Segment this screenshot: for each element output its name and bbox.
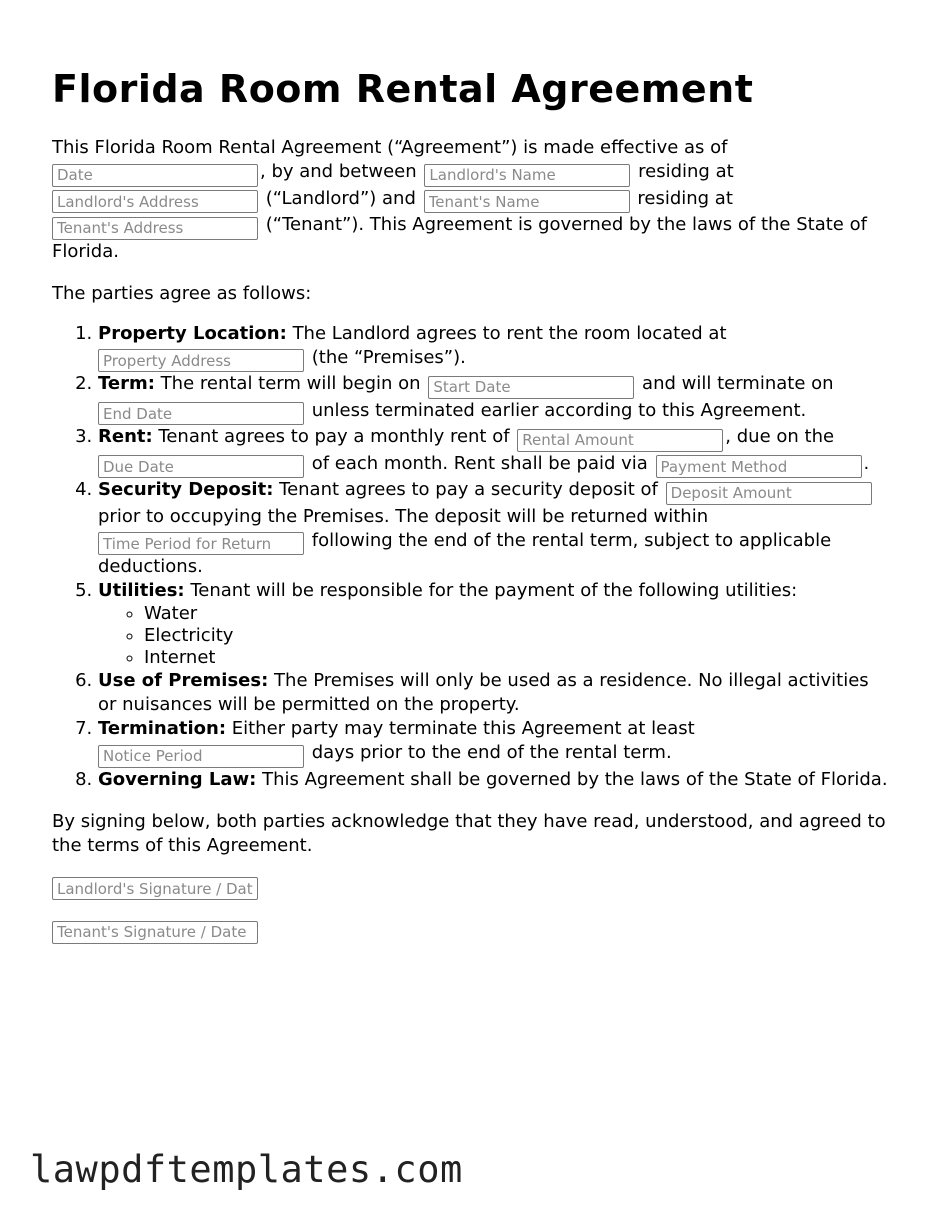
clause-text: The Landlord agrees to rent the room located at xyxy=(292,322,727,344)
utility-item-electricity: ◦ Electricity xyxy=(144,625,892,647)
clause-label: Governing Law: xyxy=(98,768,257,790)
clause-text: of each month. Rent shall be paid via xyxy=(311,452,648,474)
agreement-document xyxy=(52,68,892,944)
clause-governing-law xyxy=(98,768,892,792)
deposit-amount-field[interactable] xyxy=(666,482,872,505)
clause-property-location xyxy=(98,322,892,373)
clause-label: Term: xyxy=(98,373,155,394)
clause-text: Tenant agrees to pay a security deposit of xyxy=(279,479,658,500)
clause-text: days prior to the end of the rental term. xyxy=(311,742,672,763)
clause-text: , due on the xyxy=(725,426,835,447)
clause-text: . xyxy=(863,452,870,474)
site-watermark: lawpdftemplates.com xyxy=(30,1148,463,1191)
notice-period-field[interactable] xyxy=(98,745,304,768)
utility-item-water: ◦ Water xyxy=(144,603,892,625)
clause-termination xyxy=(98,717,892,768)
end-date-field[interactable] xyxy=(98,402,304,425)
clause-use-of-premises xyxy=(98,669,892,717)
clause-text: Tenant will be responsible for the payment of the following utilities: xyxy=(190,580,798,601)
utility-item-internet: ◦ Internet xyxy=(144,647,892,669)
intro-paragraph xyxy=(52,136,892,264)
utilities-list xyxy=(98,603,892,669)
clause-text: The rental term will begin on xyxy=(160,373,421,394)
tenant-address-field[interactable] xyxy=(52,217,258,240)
date-field[interactable] xyxy=(52,164,258,187)
clause-text: prior to occupying the Premises. The deposit will be returned within xyxy=(98,505,709,527)
payment-method-field[interactable] xyxy=(656,455,862,478)
page-title: Florida Room Rental Agreement xyxy=(52,67,754,111)
closing-paragraph: By signing below, both parties acknowledge that they have read, understood, and agreed to the terms of this Agreement. xyxy=(52,810,886,856)
clause-text: and will terminate on xyxy=(642,373,834,394)
return-period-field[interactable] xyxy=(98,532,304,555)
intro-text: This Florida Room Rental Agreement (“Agreement”) is made effective as of xyxy=(52,137,728,158)
clause-text: following the end of the rental term, subject to applicable deductions. xyxy=(98,529,832,577)
intro-text: (“Landlord”) and xyxy=(265,187,416,209)
tenant-name-field[interactable] xyxy=(424,190,630,213)
clause-rent xyxy=(98,425,892,478)
agree-text: The parties agree as follows: xyxy=(52,282,312,304)
clause-label: Utilities: xyxy=(98,580,185,601)
clause-text: This Agreement shall be governed by the laws of the State of Florida. xyxy=(262,768,888,790)
intro-text: (“Tenant”). This Agreement is governed by the laws of the State of Florida. xyxy=(52,214,867,262)
clause-label: Use of Premises: xyxy=(98,670,269,691)
clause-label: Rent: xyxy=(98,426,153,447)
clause-list xyxy=(52,322,892,792)
clause-utilities xyxy=(98,579,892,669)
landlord-signature-row xyxy=(52,876,892,901)
landlord-name-field[interactable] xyxy=(424,164,630,187)
clause-label: Property Location: xyxy=(98,322,287,344)
clause-text: unless terminated earlier according to this Agreement. xyxy=(311,399,807,421)
intro-text: residing at xyxy=(637,187,733,209)
landlord-signature-field[interactable] xyxy=(52,877,258,900)
clause-label: Termination: xyxy=(98,718,227,739)
landlord-address-field[interactable] xyxy=(52,190,258,213)
intro-text: , by and between xyxy=(260,161,417,182)
clause-text: The Premises will only be used as a residence. No illegal activities or nuisances will be permitted on the property. xyxy=(98,670,869,715)
due-date-field[interactable] xyxy=(98,455,304,478)
clause-term xyxy=(98,372,892,425)
tenant-signature-field[interactable] xyxy=(52,921,258,944)
clause-security-deposit xyxy=(98,478,892,579)
clause-text: Tenant agrees to pay a monthly rent of xyxy=(158,426,510,447)
clause-text: (the “Premises”). xyxy=(311,346,466,368)
clause-label: Security Deposit: xyxy=(98,479,274,500)
clause-text: Either party may terminate this Agreement at least xyxy=(231,718,695,739)
property-address-field[interactable] xyxy=(98,349,304,372)
rental-amount-field[interactable] xyxy=(517,429,723,452)
start-date-field[interactable] xyxy=(428,376,634,399)
tenant-signature-row xyxy=(52,919,892,944)
intro-text: residing at xyxy=(638,161,734,182)
